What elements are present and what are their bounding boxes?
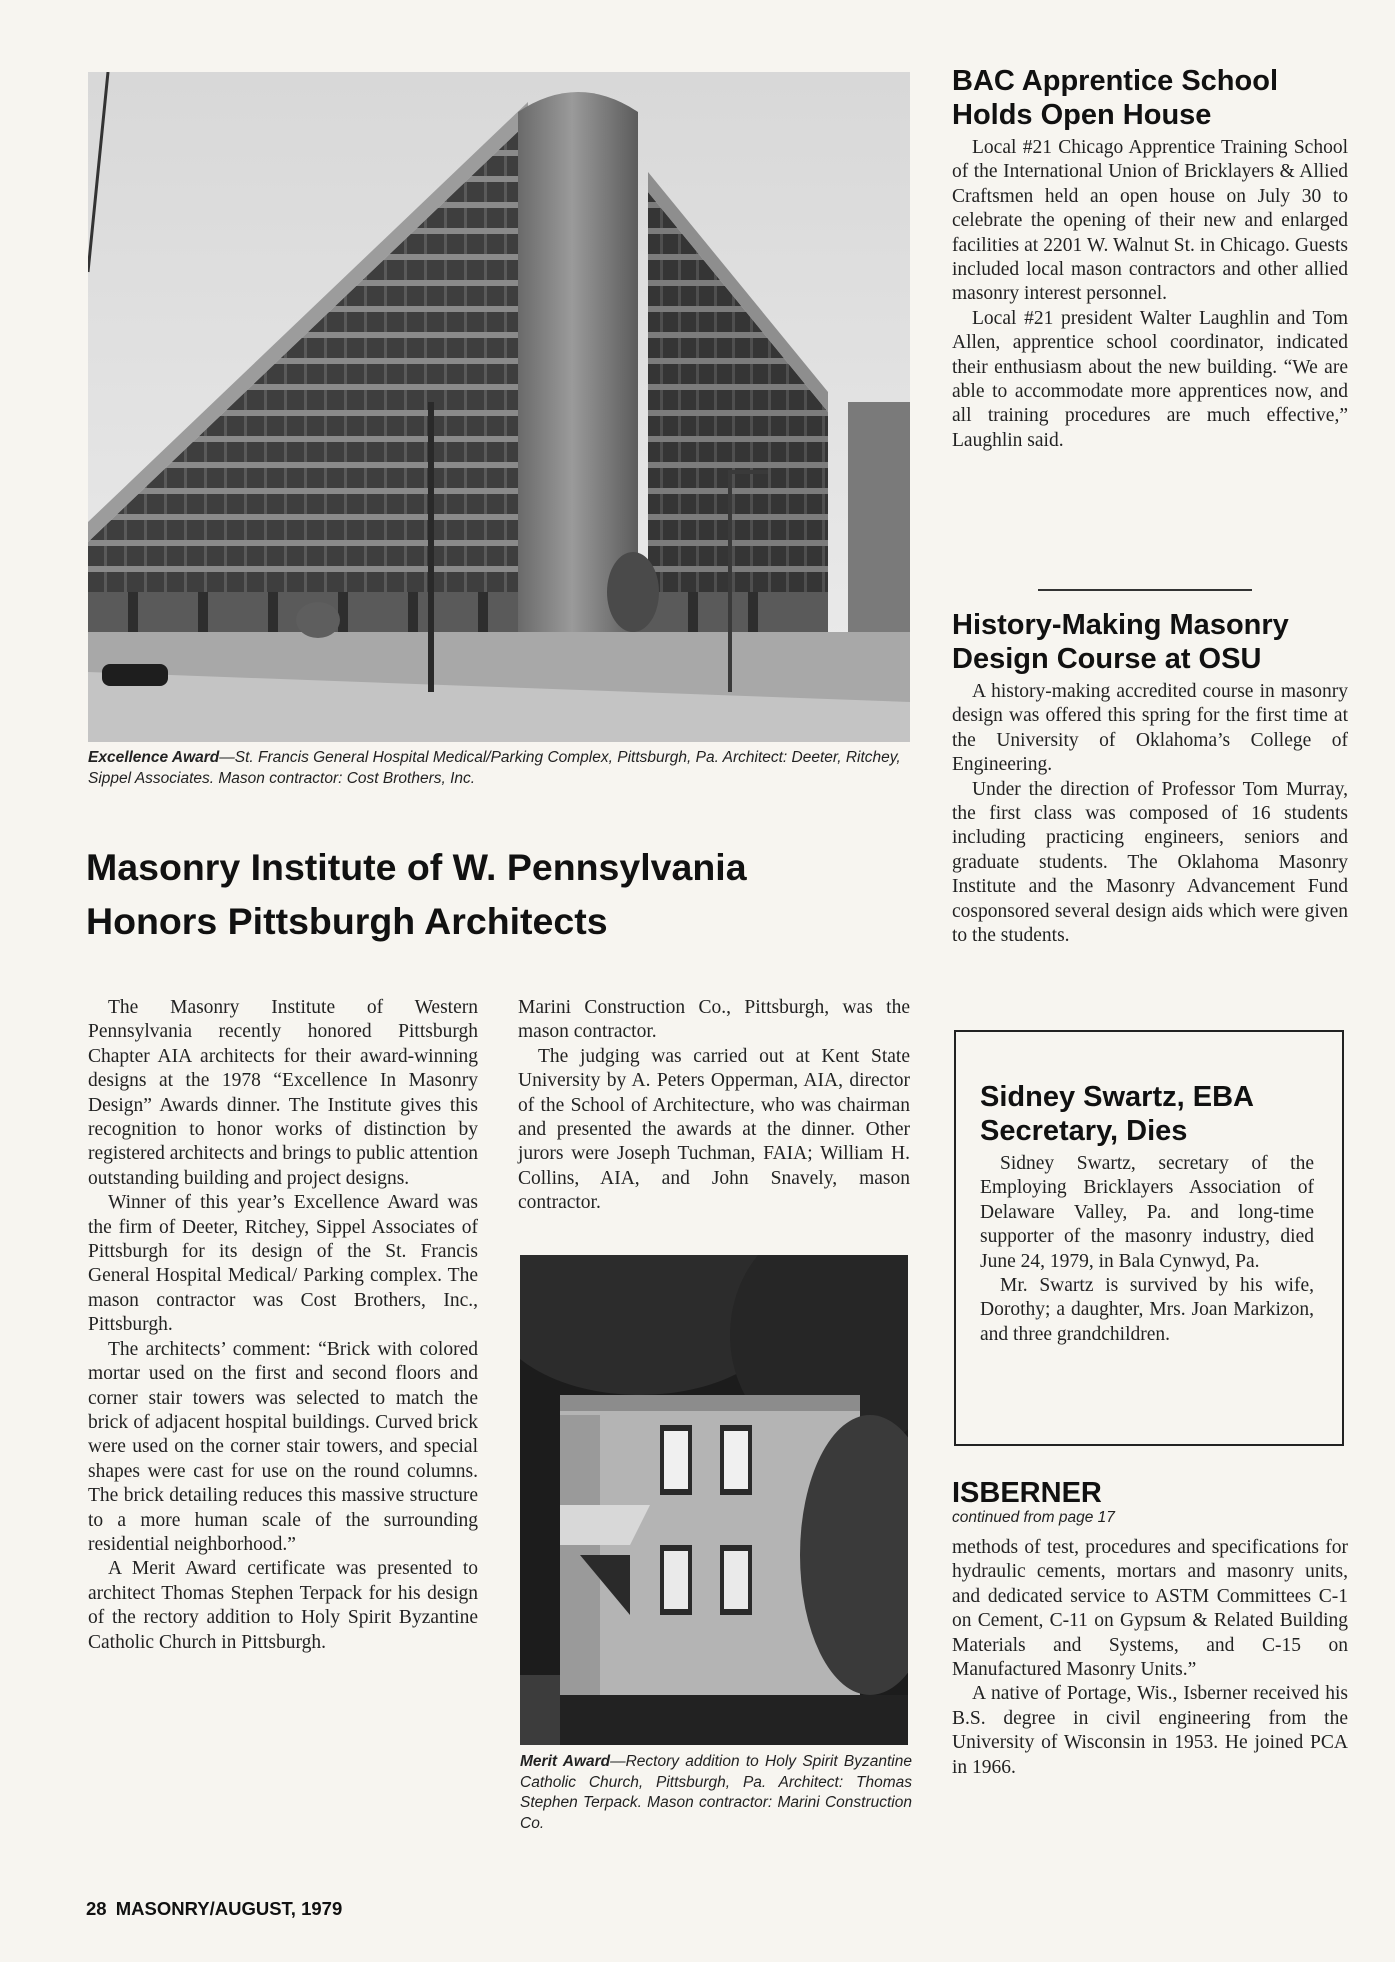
swartz-headline-line-2: Secretary, Dies	[980, 1115, 1188, 1147]
article-paragraph: Winner of this year’s Excellence Award was the firm of Deeter, Ritchey, Sippel Associates of Pittsburgh for its design of the St. Francis General Hospital Medical/ Parking complex. The mason contractor was Cost Brothers, Inc., Pittsburgh.	[88, 1192, 478, 1336]
caption-text: —Rectory addition to Holy Spirit Byzantine Catholic Church, Pittsburgh, Pa. Architect: Thomas Stephen Terpack. Mason contractor: Marini Construction Co.	[520, 1753, 912, 1832]
osu-body	[952, 680, 1348, 948]
rectory-illustration	[520, 1255, 908, 1745]
swartz-obituary-box	[954, 1030, 1344, 1446]
article-paragraph: Local #21 president Walter Laughlin and Tom Allen, apprentice school coordinator, indicated their enthusiasm about the new building. “We are able to accommodate more apprentices now, and all training procedures are much effective,” Laughlin said.	[952, 307, 1348, 451]
page-number: 28	[86, 1898, 107, 1919]
osu-headline-line-1: History-Making Masonry	[952, 609, 1289, 641]
caption-lead: Merit Award	[520, 1753, 611, 1770]
isberner-continued-note: continued from page 17	[952, 1509, 1115, 1526]
parking-photo-caption	[88, 748, 910, 789]
main-article-column-2	[518, 996, 910, 1216]
rectory-photo	[520, 1255, 908, 1745]
parking-complex-photo	[88, 72, 910, 742]
page-footer	[86, 1898, 342, 1920]
bac-body	[952, 136, 1348, 453]
bac-headline-line-1: BAC Apprentice School	[952, 65, 1279, 97]
article-paragraph: The Masonry Institute of Western Pennsylvania recently honored Pittsburgh Chapter AIA architects for their award-winning designs at the 1978 “Excellence In Masonry Design” Awards dinner. The Institute gives this recognition to honor works of distinction by registered architects and brings to public attention outstanding building and project designs.	[88, 997, 478, 1189]
caption-lead: Excellence Award	[88, 749, 220, 766]
article-paragraph: Mr. Swartz is survived by his wife, Dorothy; a daughter, Mrs. Joan Markizon, and three grandchildren.	[980, 1275, 1314, 1345]
article-paragraph: Sidney Swartz, secretary of the Employing Bricklayers Association of Delaware Valley, Pa. and long-time supporter of the masonry industry, died June 24, 1979, in Bala Cynwyd, Pa.	[980, 1153, 1314, 1272]
bac-article	[952, 64, 1348, 453]
osu-article	[952, 608, 1348, 948]
bac-headline-line-2: Holds Open House	[952, 99, 1212, 131]
caption-text: —St. Francis General Hospital Medical/Parking Complex, Pittsburgh, Pa. Architect: Deeter, Ritchey, Sippel Associates. Mason contractor: Cost Brothers, Inc.	[88, 749, 901, 787]
article-paragraph: A history-making accredited course in masonry design was offered this spring for the first time at the University of Oklahoma’s College of Engineering.	[952, 681, 1348, 776]
article-paragraph: The architects’ comment: “Brick with colored mortar used on the first and second floors and corner stair towers was selected to match the brick of adjacent hospital buildings. Curved brick were used on the corner stair towers, and special shapes were cast for use on the round columns. The brick detailing reduces this massive structure to a more human scale of the surrounding residential neighborhood.”	[88, 1338, 478, 1555]
article-paragraph: methods of test, procedures and specifications for hydraulic cements, mortars and masonry units, and dedicated service to ASTM Committees C-1 on Cement, C-11 on Gypsum & Related Building Materials and Systems, and C-15 on Manufactured Masonry Units.”	[952, 1537, 1348, 1681]
osu-headline-line-2: Design Course at OSU	[952, 643, 1262, 675]
main-article-column-1	[88, 996, 478, 1655]
main-headline-line-1: Masonry Institute of W. Pennsylvania	[86, 846, 747, 888]
section-divider	[1038, 589, 1252, 591]
article-paragraph: Under the direction of Professor Tom Murray, the first class was composed of 16 students including practicing engineers, seniors and graduate students. The Oklahoma Masonry Institute and the Masonry Advancement Fund cosponsored several design aids which were given to the students.	[952, 778, 1348, 947]
swartz-headline	[980, 1080, 1314, 1148]
article-paragraph: A Merit Award certificate was presented to architect Thomas Stephen Terpack for his design of the rectory addition to Holy Spirit Byzantine Catholic Church in Pittsburgh.	[88, 1558, 478, 1653]
article-paragraph: The judging was carried out at Kent State University by A. Peters Opperman, AIA, director of the School of Architecture, who was chairman and presented the awards at the dinner. Other jurors were Joseph Tuchman, FAIA; William H. Collins, AIA, and John Snavely, mason contractor.	[518, 1045, 910, 1214]
main-headline	[86, 840, 916, 948]
swartz-body	[980, 1152, 1314, 1347]
isberner-headline: ISBERNER	[952, 1477, 1102, 1509]
publication-line: MASONRY/AUGUST, 1979	[115, 1898, 343, 1919]
swartz-article	[980, 1080, 1314, 1347]
main-headline-line-2: Honors Pittsburgh Architects	[86, 900, 608, 942]
bac-headline	[952, 64, 1348, 132]
osu-headline	[952, 608, 1348, 676]
article-paragraph: Marini Construction Co., Pittsburgh, was the mason contractor.	[518, 997, 910, 1043]
article-paragraph: Local #21 Chicago Apprentice Training School of the International Union of Bricklayers & Allied Craftsmen held an open house on July 30 to celebrate the opening of their new and enlarged facilities at 2201 W. Walnut St. in Chicago. Guests included local mason contractors and other allied masonry interest personnel.	[952, 137, 1348, 305]
rectory-photo-caption	[520, 1752, 912, 1834]
parking-complex-illustration	[88, 72, 910, 742]
isberner-article	[952, 1476, 1348, 1780]
article-paragraph: A native of Portage, Wis., Isberner received his B.S. degree in civil engineering from the University of Wisconsin in 1953. He joined PCA in 1966.	[952, 1683, 1348, 1778]
swartz-headline-line-1: Sidney Swartz, EBA	[980, 1081, 1254, 1113]
isberner-body	[952, 1536, 1348, 1780]
